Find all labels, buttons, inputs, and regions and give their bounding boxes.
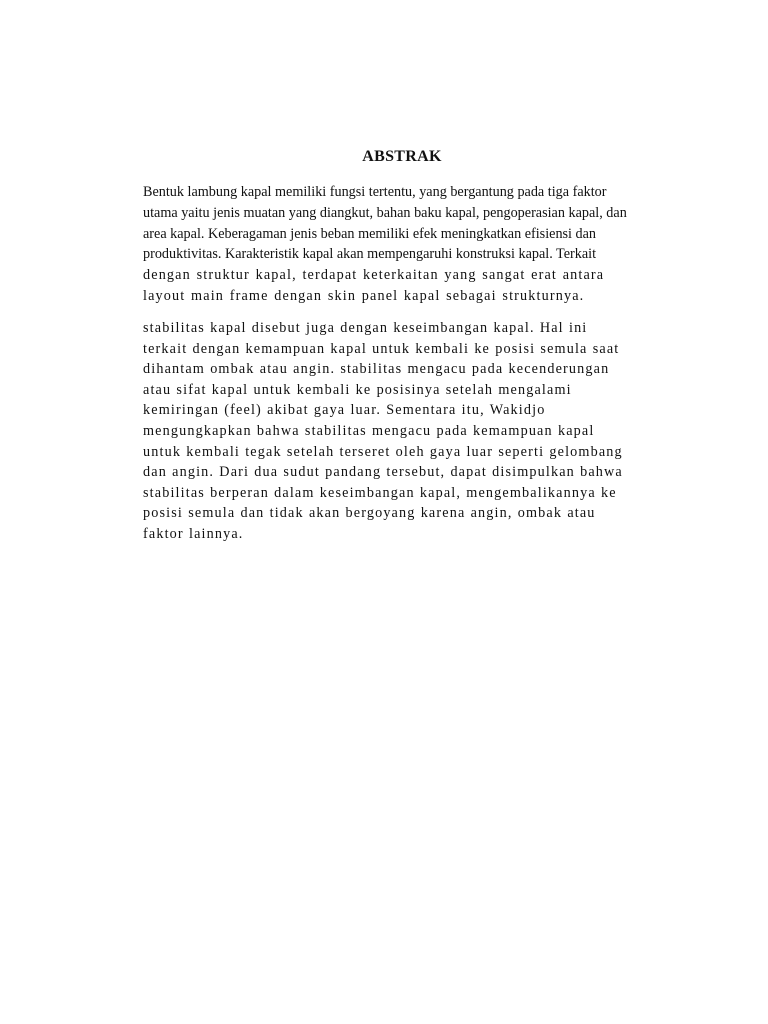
paragraph-2-line: untuk kembali tegak setelah terseret oleh gaya luar seperti gelombang bbox=[143, 443, 623, 460]
paragraph-2-line: dihantam ombak atau angin. stabilitas mengacu pada kecenderungan bbox=[143, 361, 610, 378]
paragraph-2-line: atau sifat kapal untuk kembali ke posisinya setelah mengalami bbox=[143, 381, 572, 398]
document-title: ABSTRAK bbox=[362, 148, 442, 165]
paragraph-2-line: posisi semula dan tidak akan bergoyang karena angin, ombak atau bbox=[143, 505, 596, 522]
paragraph-2-line: mengungkapkan bahwa stabilitas mengacu pada kemampuan kapal bbox=[143, 422, 595, 439]
paragraph-2-line: dan angin. Dari dua sudut pandang tersebut, dapat disimpulkan bahwa bbox=[143, 464, 623, 481]
paragraph-1-line: layout main frame dengan skin panel kapal sebagai strukturnya. bbox=[143, 287, 585, 304]
paragraph-1-line: Bentuk lambung kapal memiliki fungsi tertentu, yang bergantung pada tiga faktor bbox=[143, 184, 607, 200]
paragraph-2-line: terkait dengan kemampuan kapal untuk kembali ke posisi semula saat bbox=[143, 340, 620, 357]
paragraph-1-line: produktivitas. Karakteristik kapal akan mempengaruhi konstruksi kapal. Terkait bbox=[143, 246, 597, 263]
paragraph-2-line: stabilitas kapal disebut juga dengan keseimbangan kapal. Hal ini bbox=[143, 320, 588, 336]
abstract-paragraph-1 bbox=[143, 182, 663, 307]
paragraph-1-line: utama yaitu jenis muatan yang diangkut, bahan baku kapal, pengoperasian kapal, dan bbox=[143, 204, 627, 221]
paragraph-1-line: area kapal. Keberagaman jenis beban memiliki efek meningkatkan efisiensi dan bbox=[143, 225, 597, 242]
paragraph-2-line: faktor lainnya. bbox=[143, 525, 244, 542]
paragraph-1-line: dengan struktur kapal, terdapat keterkaitan yang sangat erat antara bbox=[143, 267, 605, 284]
abstract-paragraph-2 bbox=[143, 318, 663, 545]
paragraph-2-line: stabilitas berperan dalam keseimbangan kapal, mengembalikannya ke bbox=[143, 484, 617, 501]
paragraph-2-line: kemiringan (feel) akibat gaya luar. Sementara itu, Wakidjo bbox=[143, 402, 546, 419]
